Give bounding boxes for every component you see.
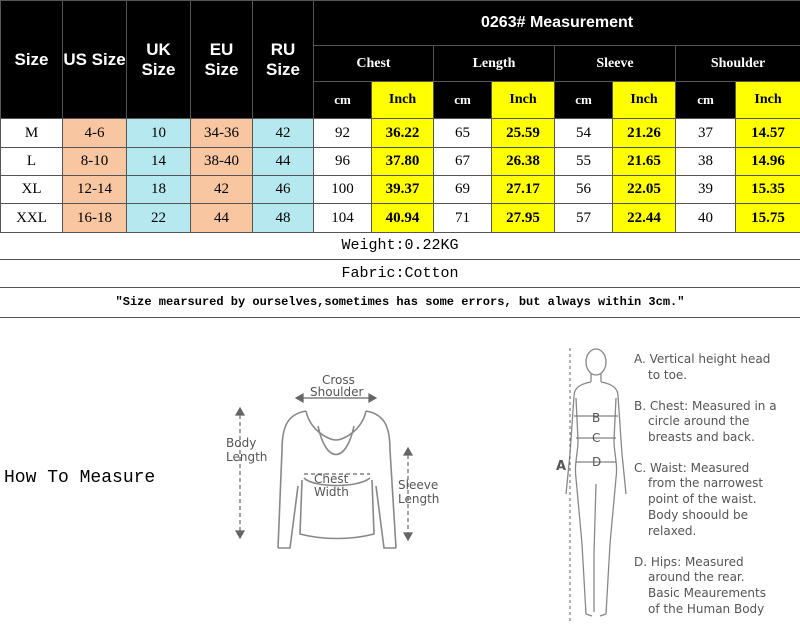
measurement-title: 0263# Measurement bbox=[314, 1, 800, 46]
shoulder-cm-header: cm bbox=[676, 82, 736, 119]
instruction-a: A. Vertical height head bbox=[634, 352, 771, 366]
length-header: Length bbox=[434, 46, 555, 82]
garment-diagram bbox=[218, 368, 450, 568]
instruction-c: from the narrowest bbox=[648, 476, 764, 490]
us-cell: 12-14 bbox=[63, 176, 127, 204]
instruction-a: to toe. bbox=[648, 368, 688, 382]
length-inch-cell: 27.95 bbox=[492, 204, 555, 233]
length-cm-cell: 69 bbox=[434, 176, 492, 204]
uk-cell: 10 bbox=[127, 119, 191, 148]
size-cell: L bbox=[1, 148, 63, 176]
sleeve-cm-cell: 56 bbox=[555, 176, 613, 204]
length-inch-cell: 25.59 bbox=[492, 119, 555, 148]
sleeve-inch-cell: 21.65 bbox=[613, 148, 676, 176]
length-inch-cell: 27.17 bbox=[492, 176, 555, 204]
sleeve-inch-cell: 22.05 bbox=[613, 176, 676, 204]
sleeve-inch-cell: 21.26 bbox=[613, 119, 676, 148]
sleeve-length-label: Sleeve bbox=[398, 478, 439, 492]
shoulder-inch-header: Inch bbox=[736, 82, 800, 119]
ru-cell: 48 bbox=[253, 204, 314, 233]
eu-cell: 44 bbox=[191, 204, 253, 233]
length-cm-cell: 71 bbox=[434, 204, 492, 233]
chest-width-label: Width bbox=[314, 485, 349, 499]
instruction-c: relaxed. bbox=[648, 524, 697, 538]
length-inch-cell: 26.38 bbox=[492, 148, 555, 176]
size-cell: M bbox=[1, 119, 63, 148]
chest-header: Chest bbox=[314, 46, 434, 82]
ru-cell: 44 bbox=[253, 148, 314, 176]
weight-row: Weight:0.22KG bbox=[0, 232, 800, 260]
length-cm-header: cm bbox=[434, 82, 492, 119]
table-row bbox=[1, 148, 800, 176]
instruction-d: around the rear. bbox=[648, 570, 745, 584]
chest-cm-cell: 92 bbox=[314, 119, 372, 148]
table-row bbox=[1, 176, 800, 204]
chest-inch-cell: 39.37 bbox=[372, 176, 434, 204]
sleeve-cm-header: cm bbox=[555, 82, 613, 119]
chest-inch-cell: 36.22 bbox=[372, 119, 434, 148]
length-cm-cell: 67 bbox=[434, 148, 492, 176]
marker-b: B bbox=[592, 411, 601, 425]
sleeve-cm-cell: 57 bbox=[555, 204, 613, 233]
measure-arrows bbox=[236, 394, 412, 540]
marker-d: D bbox=[592, 455, 602, 469]
shoulder-cm-cell: 40 bbox=[676, 204, 736, 233]
sleeve-length-label: Length bbox=[398, 492, 440, 506]
table-row bbox=[1, 119, 800, 148]
how-to-measure-label: How To Measure bbox=[4, 468, 156, 488]
length-inch-header: Inch bbox=[492, 82, 555, 119]
chest-width-label: Chest bbox=[314, 472, 349, 486]
instruction-d: D. Hips: Measured bbox=[634, 555, 744, 569]
instruction-d: Basic Meaurements bbox=[648, 586, 766, 600]
uk-cell: 22 bbox=[127, 204, 191, 233]
chest-inch-cell: 37.80 bbox=[372, 148, 434, 176]
chest-cm-cell: 104 bbox=[314, 204, 372, 233]
shoulder-inch-cell: 15.35 bbox=[736, 176, 800, 204]
shoulder-cm-cell: 39 bbox=[676, 176, 736, 204]
cross-shoulder-label: Shoulder bbox=[310, 385, 364, 399]
chest-inch-header: Inch bbox=[372, 82, 434, 119]
shoulder-inch-cell: 14.57 bbox=[736, 119, 800, 148]
body-length-label: Body bbox=[226, 436, 257, 450]
uk-cell: 14 bbox=[127, 148, 191, 176]
eu-cell: 38-40 bbox=[191, 148, 253, 176]
length-cm-cell: 65 bbox=[434, 119, 492, 148]
us-size-header: US Size bbox=[63, 1, 127, 119]
uk-cell: 18 bbox=[127, 176, 191, 204]
size-cell: XL bbox=[1, 176, 63, 204]
sleeve-cm-cell: 55 bbox=[555, 148, 613, 176]
shoulder-cm-cell: 37 bbox=[676, 119, 736, 148]
ru-cell: 42 bbox=[253, 119, 314, 148]
eu-cell: 42 bbox=[191, 176, 253, 204]
chest-cm-header: cm bbox=[314, 82, 372, 119]
note-row: "Size mearsured by ourselves,sometimes has some errors, but always within 3cm." bbox=[0, 288, 800, 318]
instruction-b: breasts and back. bbox=[648, 430, 755, 444]
cross-shoulder-label: Cross bbox=[322, 373, 355, 387]
instruction-b: circle around the bbox=[648, 414, 750, 428]
chest-cm-cell: 100 bbox=[314, 176, 372, 204]
marker-a: A bbox=[556, 459, 567, 474]
instruction-b: B. Chest: Measured in a bbox=[634, 399, 777, 413]
size-cell: XXL bbox=[1, 204, 63, 233]
instruction-d: of the Human Body bbox=[648, 602, 765, 616]
instruction-c: point of the waist. bbox=[648, 492, 757, 506]
sleeve-inch-header: Inch bbox=[613, 82, 676, 119]
fabric-row: Fabric:Cotton bbox=[0, 260, 800, 288]
table-row bbox=[1, 204, 800, 233]
shoulder-header: Shoulder bbox=[676, 46, 800, 82]
sleeve-inch-cell: 22.44 bbox=[613, 204, 676, 233]
shoulder-cm-cell: 38 bbox=[676, 148, 736, 176]
ru-size-header: RU Size bbox=[253, 1, 314, 119]
chest-cm-cell: 96 bbox=[314, 148, 372, 176]
eu-size-header: EU Size bbox=[191, 1, 253, 119]
us-cell: 8-10 bbox=[63, 148, 127, 176]
shoulder-inch-cell: 15.75 bbox=[736, 204, 800, 233]
shoulder-inch-cell: 14.96 bbox=[736, 148, 800, 176]
body-length-label: Length bbox=[226, 450, 268, 464]
us-cell: 4-6 bbox=[63, 119, 127, 148]
size-header: Size bbox=[1, 1, 63, 119]
instruction-c: Body shoould be bbox=[648, 508, 749, 522]
ru-cell: 46 bbox=[253, 176, 314, 204]
sleeve-header: Sleeve bbox=[555, 46, 676, 82]
body-outline bbox=[566, 349, 626, 616]
uk-size-header: UK Size bbox=[127, 1, 191, 119]
chest-inch-cell: 40.94 bbox=[372, 204, 434, 233]
size-table bbox=[0, 0, 800, 233]
instruction-c: C. Waist: Measured bbox=[634, 461, 750, 475]
us-cell: 16-18 bbox=[63, 204, 127, 233]
measure-instructions bbox=[628, 344, 798, 634]
eu-cell: 34-36 bbox=[191, 119, 253, 148]
sleeve-cm-cell: 54 bbox=[555, 119, 613, 148]
marker-c: C bbox=[592, 431, 601, 445]
